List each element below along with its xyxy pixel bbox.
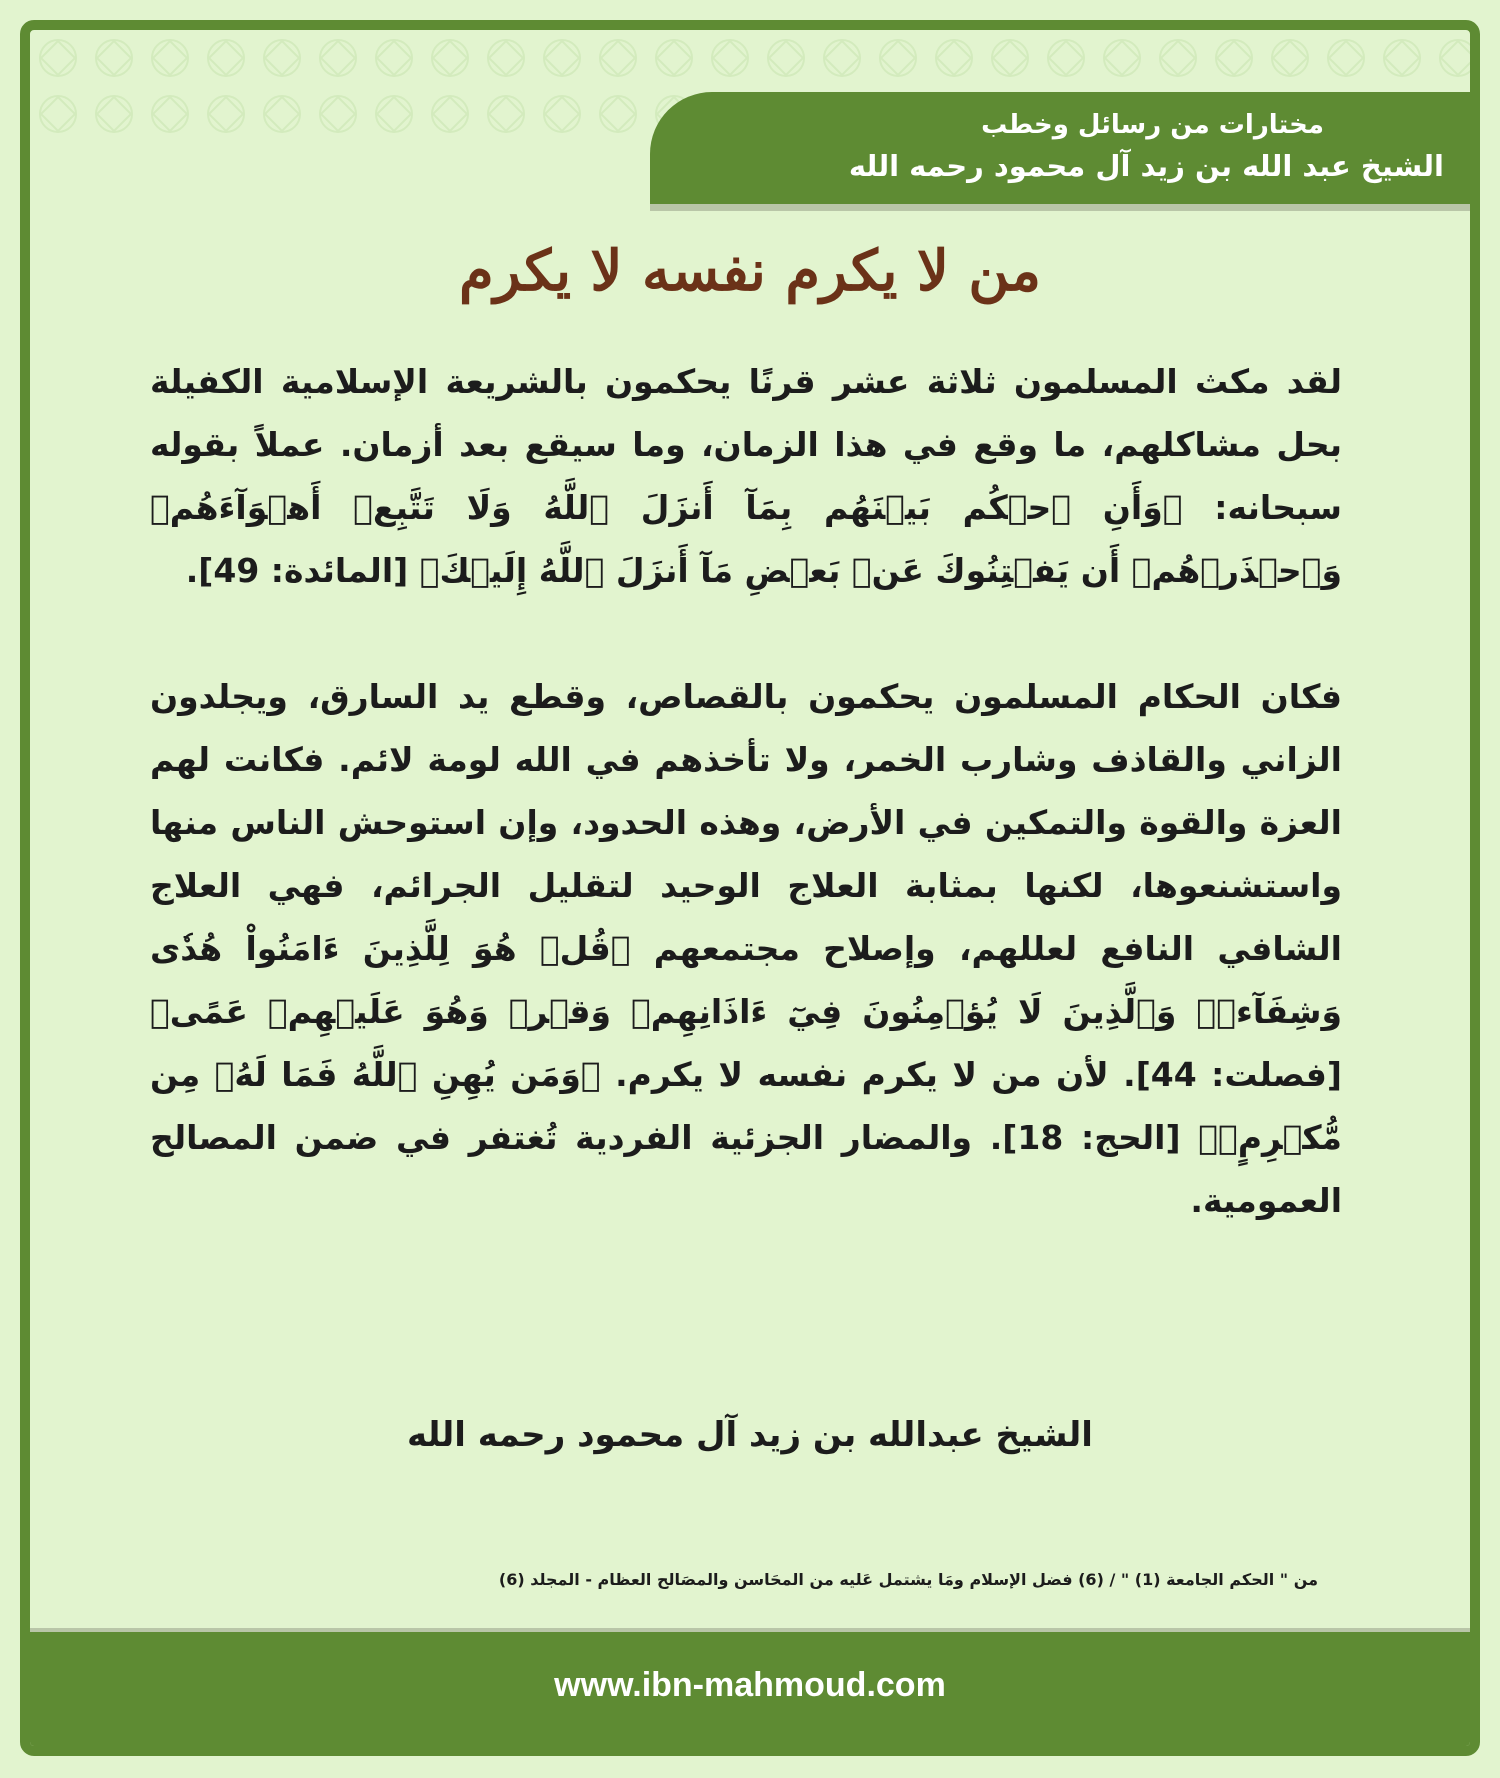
article-title: من لا يكرم نفسه لا يكرم — [458, 238, 1042, 304]
series-title: مختارات من رسائل وخطب — [981, 110, 1324, 140]
signature: الشيخ عبدالله بن زيد آل محمود رحمه الله — [407, 1415, 1093, 1455]
article-body — [150, 350, 1342, 1232]
website-link[interactable]: www.ibn-mahmoud.com — [554, 1666, 946, 1704]
paragraph-1: لقد مكث المسلمون ثلاثة عشر قرنًا يحكمون بالشريعة الإسلامية الكفيلة بحل مشاكلهم، ما وقع في هذا الزمان، وما سيقع بعد أزمان. عملاً بقوله سبحانه: ﴿وَأَنِ ٱحۡكُم بَيۡنَهُم بِمَآ أَنزَلَ ٱللَّهُ وَلَا تَتَّبِعۡ أَهۡوَآءَهُمۡ وَٱحۡذَرۡهُمۡ أَن يَفۡتِنُوكَ عَنۢ بَعۡضِ مَآ أَنزَلَ ٱللَّهُ إِلَيۡكَ﴾ [المائدة: 49]. — [150, 362, 1342, 590]
paragraph-2: فكان الحكام المسلمون يحكمون بالقصاص، وقطع يد السارق، ويجلدون الزاني والقاذف وشارب الخمر، ولا تأخذهم في الله لومة لائم. فكانت لهم العزة والقوة والتمكين في الأرض، وهذه الحدود، وإن استوحش الناس منها واستشنعوها، لكنها بمثابة العلاج الوحيد لتقليل الجرائم، فهي العلاج الشافي النافع لعللهم، وإصلاح مجتمعهم ﴿قُلۡ هُوَ لِلَّذِينَ ءَامَنُواْ هُدٗى وَشِفَآءٞۚ وَٱلَّذِينَ لَا يُؤۡمِنُونَ فِيٓ ءَاذَانِهِمۡ وَقۡرٞ وَهُوَ عَلَيۡهِمۡ عَمًى﴾ [فصلت: 44]. لأن من لا يكرم نفسه لا يكرم. ﴿وَمَن يُهِنِ ٱللَّهُ فَمَا لَهُۥ مِن مُّكۡرِمٍۚ﴾ [الحج: 18]. والمضار الجزئية الفردية تُغتفر في ضمن المصالح العمومية. — [150, 677, 1342, 1220]
footer-bar — [30, 1628, 1470, 1746]
header-banner — [650, 92, 1470, 204]
source-citation: من " الحكم الجامعة (1) " / (6) فضل الإسلام ومَا يشتمل عَليه من المحَاسن والمصَالح العظام - المجلد (6) — [498, 1570, 1318, 1589]
author-heading: الشيخ عبد الله بن زيد آل محمود رحمه الله — [848, 149, 1444, 183]
article-card — [20, 20, 1480, 1756]
